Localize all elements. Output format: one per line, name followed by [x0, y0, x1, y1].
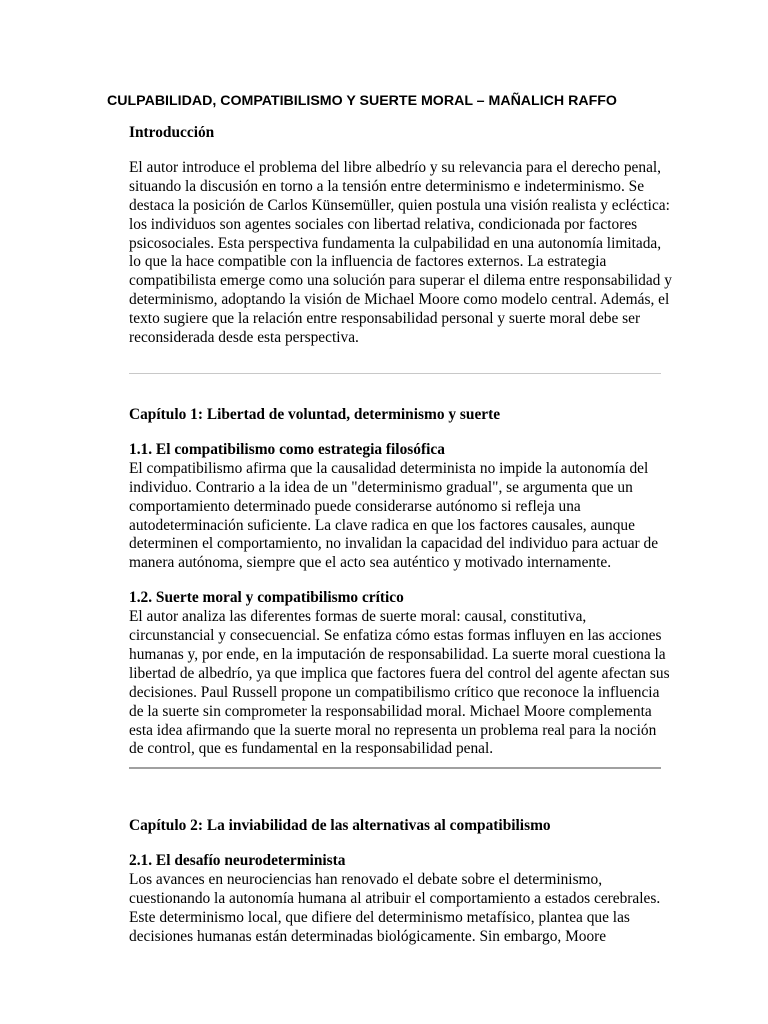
- section-divider: [129, 767, 661, 769]
- intro-line: compatibilista emerge como una solución para superar el dilema entre responsabilidad y: [129, 272, 672, 290]
- section-1-1-paragraph: [129, 460, 669, 573]
- section-line: libertad de albedrío, ya que implica que factores fuera del control del agente afectan sus: [129, 664, 670, 682]
- section-line: humanas y, por ende, en la imputación de responsabilidad. La suerte moral cuestiona la: [129, 645, 666, 663]
- intro-line: psicosociales. Esta perspectiva fundamenta la culpabilidad en una autonomía limitada,: [129, 234, 662, 252]
- chapter1-heading: Capítulo 1: Libertad de voluntad, determinismo y suerte: [129, 405, 501, 423]
- section-line: determinen el comportamiento, no invalidan la capacidad del individuo para actuar de: [129, 535, 659, 553]
- document-title: CULPABILIDAD, COMPATIBILISMO Y SUERTE MORAL – MAÑALICH RAFFO: [107, 93, 617, 109]
- intro-line: lo que la hace compatible con la influencia de factores externos. La estrategia: [129, 253, 607, 271]
- section-line: Este determinismo local, que difiere del determinismo metafísico, plantea que las: [129, 909, 630, 926]
- section-line: El compatibilismo afirma que la causalidad determinista no impide la autonomía del: [129, 459, 649, 477]
- section-line: cuestionando la autonomía humana al atribuir el comportamiento a estados cerebrales.: [129, 890, 661, 908]
- intro-line: reconsiderada desde esta perspectiva.: [129, 329, 359, 347]
- document-body: [129, 124, 672, 947]
- section-line: El autor analiza las diferentes formas de suerte moral: causal, constitutiva,: [129, 608, 587, 626]
- section-2-1-paragraph: [129, 871, 669, 947]
- section-1-1-heading: 1.1. El compatibilismo como estrategia filosófica: [129, 440, 445, 458]
- section-line: circunstancial y consecuencial. Se enfatiza cómo estas formas influyen en las acciones: [129, 627, 662, 645]
- intro-line: El autor introduce el problema del libre albedrío y su relevancia para el derecho penal,: [129, 158, 662, 176]
- section-1-2-heading: 1.2. Suerte moral y compatibilismo crítico: [129, 589, 404, 607]
- intro-line: texto sugiere que la relación entre responsabilidad personal y suerte moral debe ser: [129, 310, 641, 328]
- section-line: comportamiento determinado puede considerarse autónomo si refleja una: [129, 497, 581, 515]
- intro-line: determinismo, adoptando la visión de Michael Moore como modelo central. Además, el: [129, 291, 670, 309]
- section-line: decisiones humanas están determinadas biológicamente. Sin embargo, Moore: [129, 927, 607, 945]
- section-2-1-heading: 2.1. El desafío neurodeterminista: [129, 852, 346, 870]
- section-line: de control, que es fundamental en la responsabilidad penal.: [129, 740, 494, 758]
- intro-line: situando la discusión en torno a la tensión entre determinismo e indeterminismo. Se: [129, 177, 645, 195]
- section-line: individuo. Contrario a la idea de un "determinismo gradual", se argumenta que un: [129, 478, 633, 496]
- intro-line: los individuos son agentes sociales con libertad relativa, condicionada por factores: [129, 215, 638, 233]
- intro-heading: Introducción: [129, 124, 215, 141]
- section-line: decisiones. Paul Russell propone un compatibilismo crítico que reconoce la influencia: [129, 683, 660, 701]
- intro-line: destaca la posición de Carlos Künsemüller, quien postula una visión realista y ecléctica:: [129, 196, 670, 214]
- section-line: autodeterminación suficiente. La clave radica en que los factores causales, aunque: [129, 516, 635, 534]
- section-divider: [129, 373, 661, 374]
- section-1-2-paragraph: [129, 608, 669, 759]
- section-line: de la suerte sin comprometer la responsabilidad moral. Michael Moore complementa: [129, 702, 652, 720]
- section-line: Los avances en neurociencias han renovado el debate sobre el determinismo,: [129, 871, 603, 889]
- chapter2-heading: Capítulo 2: La inviabilidad de las alternativas al compatibilismo: [129, 817, 551, 835]
- intro-paragraph: [129, 158, 672, 348]
- section-line: manera autónoma, siempre que el acto sea auténtico y motivado internamente.: [129, 554, 612, 572]
- section-line: esta idea afirmando que la suerte moral no representa un problema real para la noción: [129, 721, 657, 739]
